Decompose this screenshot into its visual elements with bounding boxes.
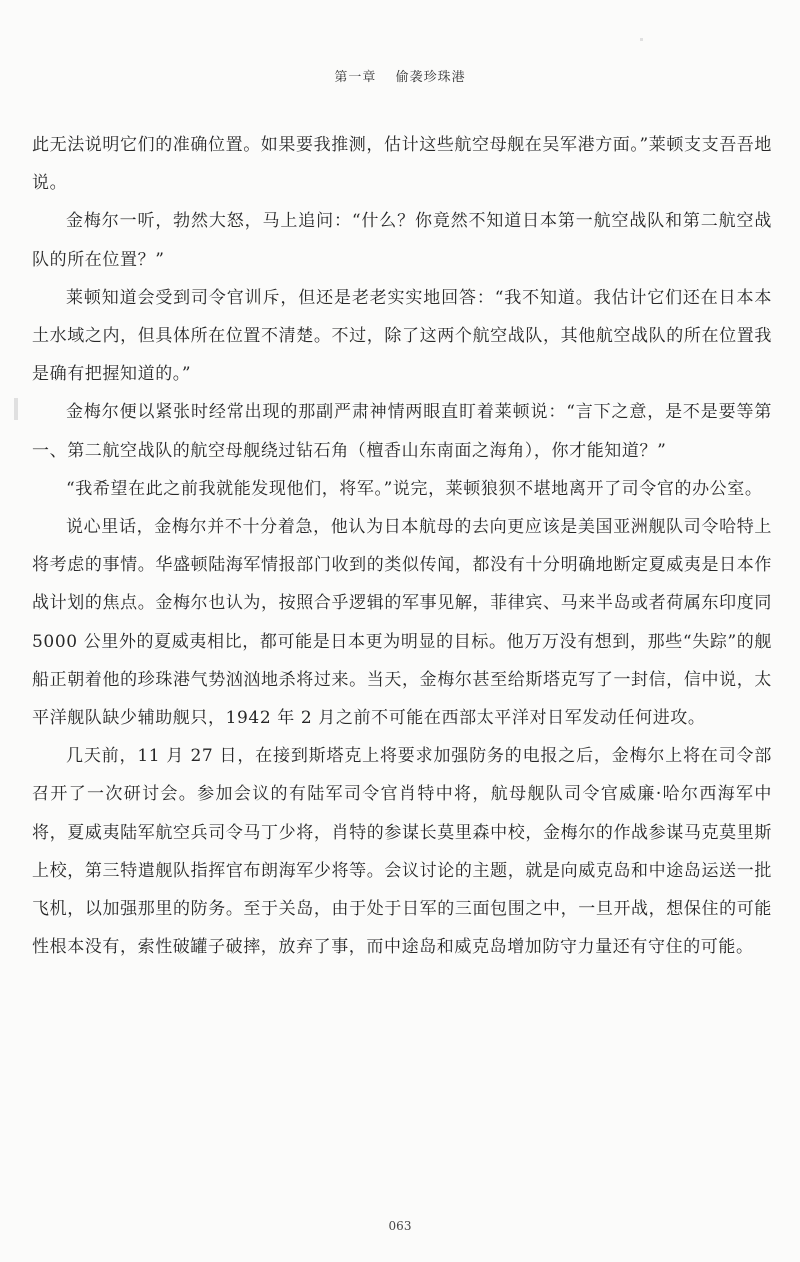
running-header bbox=[0, 66, 800, 85]
paragraph: 说心里话，金梅尔并不十分着急，他认为日本航母的去向更应该是美国亚洲舰队司令哈特上将考虑的事情。华盛顿陆海军情报部门收到的类似传闻，都没有十分明确地断定夏威夷是日本作战计划的焦点。金梅尔也认为，按照合乎逻辑的军事见解，菲律宾、马来半岛或者荷属东印度同 5000 公里外的夏威夷相比，都可能是日本更为明显的目标。他万万没有想到，那些“失踪”的舰船正朝着他的珍珠港气势汹汹地杀将过来。当天，金梅尔甚至给斯塔克写了一封信，信中说，太平洋舰队缺少辅助舰只，1942 年 2 月之前不可能在西部太平洋对日军发动任何进攻。 bbox=[32, 517, 772, 729]
body-text bbox=[32, 126, 772, 966]
chapter-title: 偷袭珍珠港 bbox=[395, 70, 466, 85]
paragraph: 金梅尔便以紧张时经常出现的那副严肃神情两眼直盯着莱顿说：“言下之意，是不是要等第一、第二航空战队的航空母舰绕过钻石角（檀香山东南面之海角），你才能知道？” bbox=[32, 402, 772, 461]
paragraph: 莱顿知道会受到司令官训斥，但还是老老实实地回答：“我不知道。我估计它们还在日本本土水域之内，但具体所在位置不清楚。不过，除了这两个航空战队，其他航空战队的所在位置我是确有把握知道的。” bbox=[32, 287, 772, 385]
chapter-number: 第一章 bbox=[334, 70, 377, 85]
paragraph: “我希望在此之前我就能发现他们，将军。”说完，莱顿狼狈不堪地离开了司令官的办公室。 bbox=[66, 478, 763, 499]
paragraph: 几天前，11 月 27 日，在接到斯塔克上将要求加强防务的电报之后，金梅尔上将在司令部召开了一次研讨会。参加会议的有陆军司令官肖特中将，航母舰队司令官威廉·哈尔西海军中将，夏威夷陆军航空兵司令马丁少将，肖特的参谋长莫里森中校，金梅尔的作战参谋马克莫里斯上校，第三特遣舰队指挥官布朗海军少将等。会议讨论的主题，就是向威克岛和中途岛运送一批飞机，以加强那里的防务。至于关岛，由于处于日军的三面包围之中，一旦开战，想保住的可能性根本没有，索性破罐子破摔，放弃了事，而中途岛和威克岛增加防守力量还有守住的可能。 bbox=[32, 746, 772, 958]
page-number: 063 bbox=[388, 1219, 412, 1233]
scan-smudge bbox=[14, 398, 18, 420]
paragraph: 此无法说明它们的准确位置。如果要我推测，估计这些航空母舰在吴军港方面。”莱顿支支吾吾地说。 bbox=[32, 135, 772, 194]
paragraph: 金梅尔一听，勃然大怒，马上追问：“什么？你竟然不知道日本第一航空战队和第二航空战队的所在位置？” bbox=[32, 211, 772, 270]
scan-smudge bbox=[640, 38, 643, 41]
